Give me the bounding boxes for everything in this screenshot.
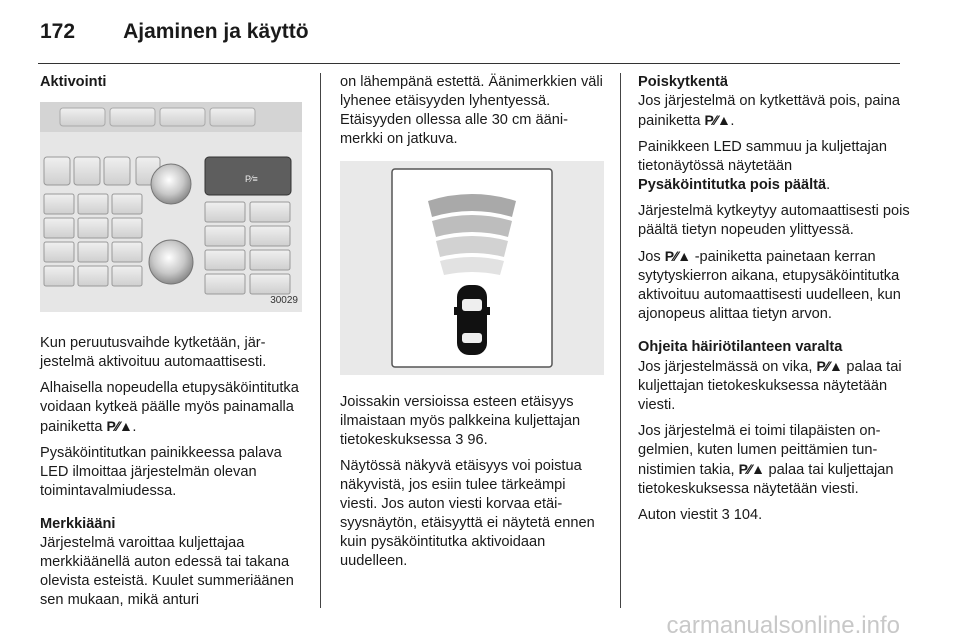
parking-button-symbol: P⁄⁄▲ — [664, 248, 691, 264]
distance-display-diagram — [340, 161, 604, 375]
paragraph: Joissakin versioissa esteen etäisyys ilmaistaan myös palkkeina kuljettajan tietokeskuksessa 3 96. — [340, 394, 581, 448]
section-heading-hairiotilanne: Ohjeita häiriötilanteen varalta — [638, 339, 843, 355]
page-header — [40, 20, 309, 44]
chapter-title: Ajaminen ja käyttö — [123, 20, 309, 43]
parking-button-symbol: P⁄⁄▲ — [738, 461, 765, 477]
column-divider-2 — [620, 73, 621, 608]
paragraph: Auton viestit 3 104. — [638, 507, 763, 523]
page-number: 172 — [40, 20, 76, 43]
parking-button-symbol: P⁄⁄▲ — [106, 418, 133, 434]
parking-button-symbol: P⁄⁄▲ — [816, 358, 843, 374]
paragraph: Alhaisella nopeudella etupysäköintitutka voidaan kytkeä päälle myös painamalla painiketta P⁄⁄▲. — [40, 380, 299, 435]
parking-button-symbol: P⁄⁄▲ — [704, 112, 731, 128]
paragraph: Jos järjestelmässä on vika, P⁄⁄▲ palaa tai kuljettajan tietokeskuksessa näytetään viesti. — [638, 358, 902, 413]
distance-display-illustration — [340, 161, 604, 375]
paragraph: Jos P⁄⁄▲ -painiketta painetaan kerran sytytyskierron aikana, etupysäköintitutka aktivoituu automaattisesti uudelleen, kun ajonopeus alittaa tietyn arvon. — [638, 248, 901, 322]
page-reference[interactable]: 3 96. — [455, 432, 488, 448]
pa-button-label: P⁄≡ — [245, 174, 258, 184]
column-2 — [340, 73, 604, 578]
paragraph: Järjestelmä varoittaa kuljettajaa merkkiäänellä auton edessä tai takana olevista esteistä. Kuulet summeriäänen sen mukaan, mikä anturi — [40, 535, 294, 608]
header-rule — [38, 63, 900, 64]
console-photo-illustration — [40, 102, 302, 312]
figure-code: 30029 — [270, 295, 298, 306]
column-divider-1 — [320, 73, 321, 608]
page-reference[interactable]: 3 104. — [721, 507, 763, 523]
paragraph: Järjestelmä kytkeytyy automaattisesti pois päältä tietyn nopeuden ylittyessä. — [638, 203, 910, 238]
section-heading-aktivointi: Aktivointi — [40, 74, 107, 90]
paragraph: Kun peruutusvaihde kytketään, järjestelmä aktivoituu automaattisesti. — [40, 335, 267, 370]
paragraph: Painikkeen LED sammuu ja kuljettajan tietonäytössä näytetään Pysäköintitutka pois päältä. — [638, 139, 888, 193]
section-heading-merkkiaani: Merkkiääni — [40, 516, 116, 532]
watermark: carmanualsonline.info — [666, 612, 900, 639]
console-photo — [40, 102, 302, 312]
display-message: Pysäköintitutka pois päältä — [638, 177, 827, 193]
paragraph: Jos järjestelmä on kytkettävä pois, paina painiketta P⁄⁄▲. — [638, 93, 901, 129]
paragraph: on lähempänä estettä. Äänimerkkien väli lyhenee etäisyyden lyhentyessä. Etäisyyden ollessa alle 30 cm äänimerkki on jatkuva. — [340, 74, 603, 147]
paragraph: Jos järjestelmä ei toimi tilapäisten ongelmien, kuten lumen peittämien tunnistimien takia, P⁄⁄▲ palaa tai kuljettajan tietokeskuksessa näytetään viesti. — [638, 423, 894, 497]
column-1 — [40, 73, 302, 617]
column-3 — [638, 73, 910, 532]
paragraph: Pysäköintitutkan painikkeessa palava LED ilmoittaa järjestelmän olevan toimintavalmiudessa. — [40, 445, 282, 499]
section-heading-poiskytkenta: Poiskytkentä — [638, 74, 729, 90]
paragraph: Näytössä näkyvä etäisyys voi poistua näkyvistä, jos esiin tulee tärkeämpi viesti. Jos auton viesti korvaa etäisyysnäytön, etäisyyttä ei näytetä ennen kuin pysäköintitutka aktivoidaan uudelleen. — [340, 458, 595, 569]
